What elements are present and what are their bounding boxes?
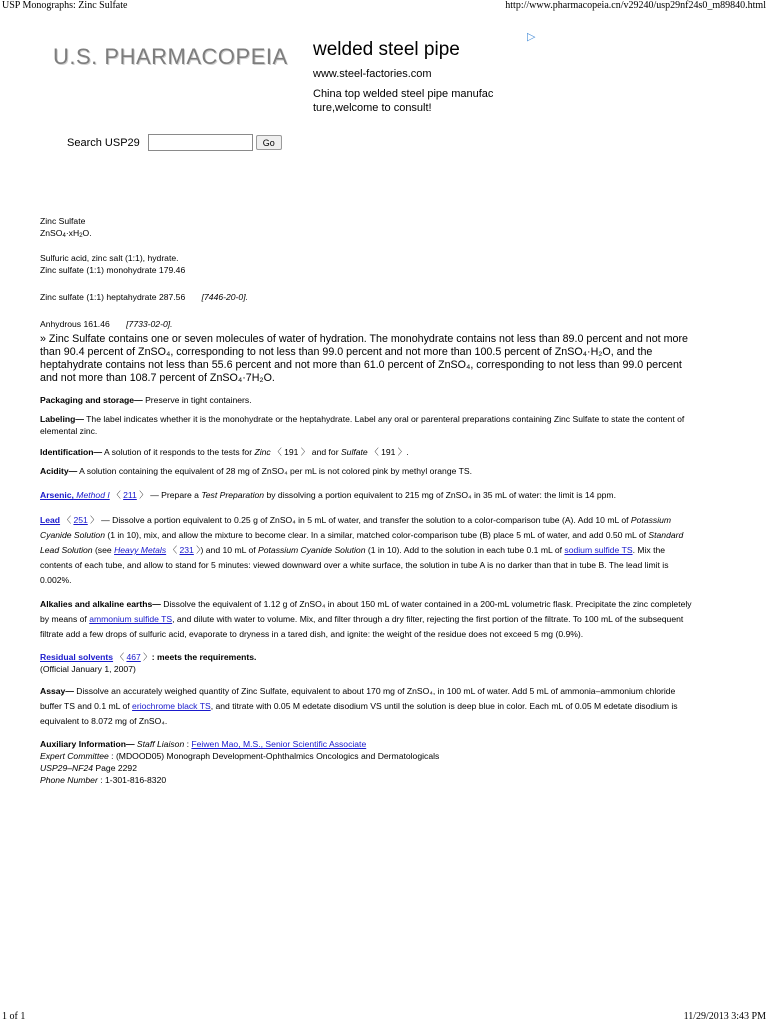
lead-italic: Cyanide Solution (40, 530, 105, 540)
identification-text: A solution of it responds to the tests for (102, 447, 255, 457)
acidity-heading: Acidity— (40, 466, 78, 476)
alkalies-text: by means of (40, 614, 90, 624)
labeling-section (40, 413, 730, 437)
alkalies-text: Dissolve the equivalent of 1.12 g of ZnSO₄ in about 150 mL of water contained in a 200-mL volumetric flask. Precipitate the zinc completely (160, 599, 692, 609)
official-date: (Official January 1, 2007) (40, 664, 136, 674)
bracket: 〉 (140, 652, 152, 662)
alkalies-text: filtrate add a few drops of sulfuric acid, evaporate to dryness in a tared dish, and ignite: the weight of the residue does not exceed 5 mg (0.9%). (40, 629, 584, 639)
intro-line: » Zinc Sulfate contains one or seven molecules of water of hydration. The monohydrate contains not less than 89.0 percent and not more (40, 333, 688, 345)
arsenic-text: — Prepare a (147, 490, 202, 500)
auxiliary-heading: Auxiliary Information— (40, 739, 135, 749)
anhydrous-weight (40, 318, 730, 330)
sulfate-test-name: Sulfate (340, 447, 368, 457)
formula-sub: 4 (62, 233, 66, 239)
search-label: Search USP29 (67, 136, 140, 149)
search-bar (67, 134, 282, 151)
lead-italic: Potassium Cyanide Solution (258, 545, 366, 555)
expert-committee-text: : (MDOOD05) Monograph Development-Ophthalmics Oncologics and Dermatologicals (108, 751, 440, 761)
anhydrous-cas: [7733-02-0]. (126, 319, 173, 329)
usp-page-text: Page 2292 (93, 763, 137, 773)
ad-description (313, 87, 528, 115)
intro-line: than 90.4 percent of ZnSO₄, corresponding to not less than 99.0 percent and not more than 100.5 percent of ZnSO₄·H₂O, and the (40, 346, 653, 358)
bracket: 〉 (87, 515, 99, 525)
bracket: 〈 (166, 545, 180, 555)
lead-italic: Standard (648, 530, 684, 540)
heptahydrate-weight (40, 291, 730, 303)
formula-part: ZnSO (40, 228, 63, 238)
lead-text: (1 in 10). Add to the solution in each tube 0.1 mL of (365, 545, 565, 555)
arsenic-section (40, 489, 730, 501)
heptahydrate-text: Zinc sulfate (1:1) heptahydrate 287.56 (40, 292, 186, 302)
labeling-text: elemental zinc. (40, 426, 98, 436)
residual-ref-link[interactable]: 467 (126, 652, 141, 662)
packaging-section (40, 394, 730, 406)
residual-section (40, 651, 730, 675)
print-footer-date: 11/29/2013 3:43 PM (683, 1011, 766, 1022)
zinc-test-name: Zinc (254, 447, 271, 457)
heptahydrate-cas: [7446-20-0]. (201, 292, 248, 302)
phone-text: : 1-301-816-8320 (97, 775, 167, 785)
acidity-section (40, 465, 730, 477)
heavy-metals-ref-link[interactable]: 231 (179, 545, 194, 555)
ad-description-line: China top welded steel pipe manufac (313, 88, 494, 100)
usp-edition-label: USP29–NF24 (40, 763, 94, 773)
lead-link[interactable]: Lead (40, 515, 61, 525)
lead-section (40, 513, 730, 588)
lead-text: contents of each tube, and allow to stand for 5 minutes: viewed downward over a white surface, the solution in tube A is no darker than that in tube B. The lead limit is (40, 560, 669, 570)
lead-text: (see (92, 545, 115, 555)
assay-heading: Assay— (40, 686, 74, 696)
intro-line: and not more than 108.7 percent of ZnSO₄·7H₂O. (40, 372, 275, 384)
identification-section (40, 446, 730, 458)
lead-text: . Mix the (632, 545, 666, 555)
sodium-sulfide-link[interactable]: sodium sulfide TS (564, 545, 633, 555)
staff-liaison-label: Staff Liaison (134, 739, 185, 749)
lead-italic: Potassium (630, 515, 672, 525)
test-preparation: Test Preparation (201, 490, 265, 500)
bracket: 〈 (113, 652, 127, 662)
monograph-content (40, 215, 730, 786)
ad-block[interactable] (313, 38, 528, 115)
alkalies-section (40, 597, 730, 642)
monograph-name: Zinc Sulfate (40, 216, 86, 226)
auxiliary-section (40, 738, 730, 786)
residual-text: : meets the requirements. (151, 652, 257, 662)
identification-heading: Identification— (40, 447, 103, 457)
labeling-heading: Labeling— (40, 414, 84, 424)
packaging-text: Preserve in tight containers. (142, 395, 252, 405)
ammonium-sulfide-link[interactable]: ammonium sulfide TS (89, 614, 173, 624)
arsenic-link[interactable]: Arsenic, (40, 490, 74, 500)
anhydrous-text: Anhydrous 161.46 (40, 319, 110, 329)
expert-committee-label: Expert Committee (40, 751, 109, 761)
formula-part: ·xH (65, 228, 80, 238)
alkalies-heading: Alkalies and alkaline earths— (40, 599, 161, 609)
usp-logo[interactable]: U.S. PHARMACOPEIA (53, 44, 288, 69)
print-header-url: http://www.pharmacopeia.cn/v29240/usp29nf24s0_m89840.html (505, 0, 766, 11)
assay-text: equivalent to 8.072 mg of ZnSO₄. (40, 716, 168, 726)
heavy-metals-link-text: Heavy Metals (114, 545, 167, 555)
eriochrome-black-link[interactable]: eriochrome black TS (132, 701, 211, 711)
print-header-title: USP Monographs: Zinc Sulfate (2, 0, 128, 11)
lead-text: 0.002%. (40, 575, 72, 585)
adchoices-triangle-icon[interactable]: ▷ (527, 31, 536, 43)
lead-text: ) and 10 mL of (200, 545, 259, 555)
lead-italic: Lead Solution (40, 545, 93, 555)
assay-text: Dissolve an accurately weighed quantity of Zinc Sulfate, equivalent to about 170 mg of ZnSO₄, in 100 mL of water. Add 5 mL of ammonia–ammonium chloride (73, 686, 676, 696)
assay-section (40, 684, 730, 729)
ad-description-line: ture,welcome to consult! (313, 102, 432, 114)
bracket: 〈 (60, 515, 74, 525)
identification-text: 〈 191 〉 and for (270, 447, 341, 457)
arsenic-method: Method I (73, 490, 110, 500)
search-go-button[interactable]: Go (256, 135, 282, 150)
packaging-heading: Packaging and storage— (40, 395, 143, 405)
print-footer-page: 1 of 1 (2, 1011, 26, 1022)
search-input[interactable] (148, 134, 253, 151)
identification-text: 〈 191 〉. (367, 447, 409, 457)
assay-text: , and titrate with 0.05 M edetate disodium VS until the solution is deep blue in color. Each mL of 0.05 M edetate disodium is (210, 701, 678, 711)
acidity-text: A solution containing the equivalent of 28 mg of ZnSO₄ per mL is not colored pink by methyl orange TS. (77, 466, 472, 476)
formula-part: O. (82, 228, 92, 238)
chemical-name: Sulfuric acid, zinc salt (1:1), hydrate. (40, 253, 179, 263)
ad-url[interactable]: www.steel-factories.com (313, 68, 432, 80)
residual-solvents-link[interactable]: Residual solvents (40, 652, 114, 662)
arsenic-ref-link[interactable]: 211 (123, 490, 137, 500)
arsenic-text: by dissolving a portion equivalent to 215 mg of ZnSO₄ in 35 mL of water: the limit is 14 ppm. (264, 490, 616, 500)
lead-text: (1 in 10), mix, and allow the mixture to become clear. In a similar, matched color-comparison tube (B) place 5 mL of water, and add 0.50 mL of (104, 530, 649, 540)
arsenic-method-link[interactable] (74, 490, 110, 500)
formula-sub: 2 (79, 233, 83, 239)
bracket: 〈 (109, 490, 124, 500)
separator: : (184, 739, 192, 749)
monograph-formula (40, 227, 730, 239)
lead-ref-link[interactable]: 251 (73, 515, 88, 525)
labeling-text: The label indicates whether it is the monohydrate or the heptahydrate. Label any oral or parenteral preparations containing Zinc Sulfate to state the content of (83, 414, 685, 424)
assay-text: buffer TS and 0.1 mL of (40, 701, 133, 711)
ad-title[interactable]: welded steel pipe (313, 39, 460, 60)
alkalies-text: , and dilute with water to volume. Mix, and filter through a dry filter, rejecting the first portion of the filtrate. To 100 mL of the subsequent (172, 614, 684, 624)
staff-liaison-link[interactable]: Feiwen Mao, M.S., Senior Scientific Associate (191, 739, 367, 749)
phone-label: Phone Number (40, 775, 98, 785)
intro-line: heptahydrate contains not less than 55.6 percent and not more than 61.0 percent of ZnSO₄, corresponding to not less than 99.0 percent (40, 359, 682, 371)
intro-paragraph (40, 333, 730, 385)
lead-text: — Dissolve a portion equivalent to 0.25 g of ZnSO₄ in 5 mL of water, and transfer the solution to a color-comparison tube (A). Add 10 mL of (98, 515, 631, 525)
bracket: 〉 (136, 490, 148, 500)
monohydrate-weight: Zinc sulfate (1:1) monohydrate 179.46 (40, 265, 186, 275)
bracket: 〉 (193, 545, 201, 555)
heavy-metals-link[interactable] (114, 545, 166, 555)
